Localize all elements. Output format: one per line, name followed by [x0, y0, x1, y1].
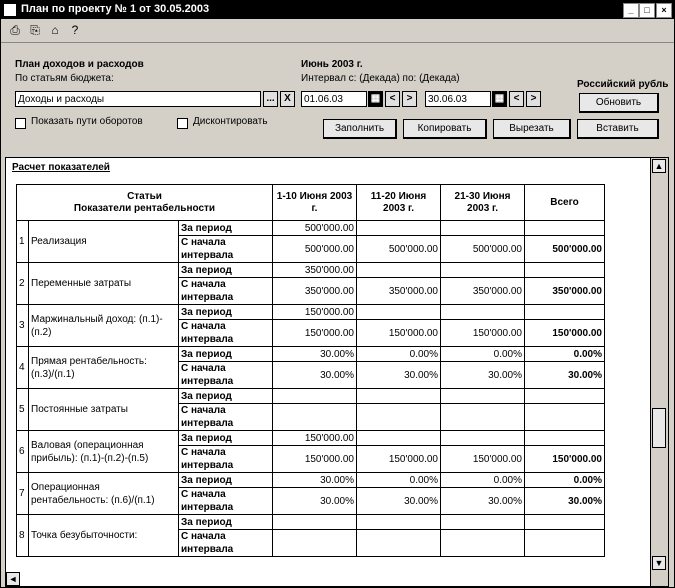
- row-kind-cumulative: С начала интервала: [179, 320, 273, 347]
- cell-total[interactable]: 0.00%: [525, 347, 605, 362]
- cell-value[interactable]: [357, 431, 441, 446]
- print-icon[interactable]: ⎘: [30, 23, 40, 37]
- copy-button[interactable]: Копировать: [403, 119, 487, 139]
- cell-value[interactable]: [273, 515, 357, 530]
- row-kind-period: За период: [179, 347, 273, 362]
- row-number: 4: [17, 347, 29, 389]
- cell-value[interactable]: [273, 404, 357, 431]
- cell-value[interactable]: [441, 263, 525, 278]
- row-kind-period: За период: [179, 515, 273, 530]
- discount-label: Дисконтировать: [193, 116, 268, 127]
- row-name: Постоянные затраты: [29, 389, 179, 431]
- discount-checkbox[interactable]: [177, 118, 188, 129]
- cell-value[interactable]: 30.00%: [273, 473, 357, 488]
- cell-value[interactable]: [273, 389, 357, 404]
- report-table: [16, 184, 605, 557]
- cell-total[interactable]: [525, 404, 605, 431]
- cell-value[interactable]: 350'000.00: [357, 278, 441, 305]
- cell-total[interactable]: [525, 515, 605, 530]
- scroll-thumb[interactable]: [652, 408, 666, 448]
- table-row: [17, 347, 605, 362]
- cell-value[interactable]: 500'000.00: [357, 236, 441, 263]
- cell-value[interactable]: 150'000.00: [273, 320, 357, 347]
- table-row: [17, 263, 605, 278]
- cell-value[interactable]: 350'000.00: [273, 263, 357, 278]
- row-kind-cumulative: С начала интервала: [179, 404, 273, 431]
- cell-total[interactable]: 30.00%: [525, 488, 605, 515]
- header-period-3: 21-30 Июня 2003 г.: [441, 185, 525, 221]
- row-kind-cumulative: С начала интервала: [179, 278, 273, 305]
- row-name: Переменные затраты: [29, 263, 179, 305]
- report-sheet: [5, 157, 669, 587]
- row-number: 3: [17, 305, 29, 347]
- cell-value[interactable]: 500'000.00: [441, 236, 525, 263]
- scroll-down-icon[interactable]: ▼: [652, 556, 666, 570]
- row-name: Точка безубыточности:: [29, 515, 179, 557]
- row-kind-period: За период: [179, 389, 273, 404]
- cell-value[interactable]: [441, 530, 525, 557]
- cut-button[interactable]: Вырезать: [493, 119, 571, 139]
- row-kind-period: За период: [179, 263, 273, 278]
- cell-value[interactable]: [357, 221, 441, 236]
- date-from-field[interactable]: 01.06.03: [301, 91, 367, 107]
- cell-value[interactable]: 150'000.00: [441, 320, 525, 347]
- cell-total[interactable]: [525, 263, 605, 278]
- row-number: 5: [17, 389, 29, 431]
- row-number: 1: [17, 221, 29, 263]
- cell-value[interactable]: 150'000.00: [273, 446, 357, 473]
- calendar-from-icon[interactable]: ▦: [368, 91, 383, 107]
- row-kind-cumulative: С начала интервала: [179, 362, 273, 389]
- cell-value[interactable]: 0.00%: [441, 347, 525, 362]
- cell-total[interactable]: 0.00%: [525, 473, 605, 488]
- cell-value[interactable]: [441, 389, 525, 404]
- budget-clear-button[interactable]: X: [280, 91, 295, 107]
- paste-button[interactable]: Вставить: [577, 119, 659, 139]
- cell-value[interactable]: 0.00%: [441, 473, 525, 488]
- close-button[interactable]: ×: [656, 3, 672, 18]
- toolbar: [1, 20, 674, 43]
- cell-value[interactable]: [357, 389, 441, 404]
- header-articles: Статьи Показатели рентабельности: [17, 185, 273, 221]
- scroll-up-icon[interactable]: ▲: [652, 159, 666, 173]
- row-kind-period: За период: [179, 305, 273, 320]
- row-number: 8: [17, 515, 29, 557]
- cell-value[interactable]: 350'000.00: [441, 278, 525, 305]
- table-row: [17, 389, 605, 404]
- cell-value[interactable]: [441, 404, 525, 431]
- plan-label: План доходов и расходов: [15, 59, 144, 70]
- minimize-button[interactable]: _: [623, 3, 639, 18]
- cell-value[interactable]: 30.00%: [273, 362, 357, 389]
- cell-value[interactable]: [357, 515, 441, 530]
- fill-button[interactable]: Заполнить: [323, 119, 397, 139]
- cell-total[interactable]: [525, 530, 605, 557]
- cell-total[interactable]: [525, 389, 605, 404]
- cell-value[interactable]: 500'000.00: [273, 236, 357, 263]
- row-number: 2: [17, 263, 29, 305]
- next-from-button[interactable]: >: [402, 91, 417, 107]
- cell-value[interactable]: [357, 404, 441, 431]
- cell-value[interactable]: [441, 305, 525, 320]
- row-name: Реализация: [29, 221, 179, 263]
- period-label: Июнь 2003 г.: [301, 59, 363, 70]
- budget-field[interactable]: Доходы и расходы: [15, 91, 261, 107]
- cell-value[interactable]: [273, 530, 357, 557]
- header-period-2: 11-20 Июня 2003 г.: [357, 185, 441, 221]
- prev-to-button[interactable]: <: [509, 91, 524, 107]
- row-name: Прямая рентабельность: (п.3)/(п.1): [29, 347, 179, 389]
- app-icon: [4, 4, 16, 16]
- row-name: Валовая (операционная прибыль): (п.1)-(п.2)-(п.5): [29, 431, 179, 473]
- refresh-button[interactable]: Обновить: [579, 93, 659, 113]
- cell-value[interactable]: [441, 431, 525, 446]
- scroll-left-icon[interactable]: ◄: [6, 572, 20, 586]
- cell-total[interactable]: [525, 221, 605, 236]
- row-name: Операционная рентабельность: (п.6)/(п.1): [29, 473, 179, 515]
- row-kind-period: За период: [179, 473, 273, 488]
- cell-value[interactable]: 150'000.00: [357, 320, 441, 347]
- interval-label: Интервал с: (Декада) по: (Декада): [301, 73, 460, 84]
- date-to-field[interactable]: 30.06.03: [425, 91, 491, 107]
- cell-value[interactable]: [357, 305, 441, 320]
- header-period-1: 1-10 Июня 2003 г.: [273, 185, 357, 221]
- prev-from-button[interactable]: <: [385, 91, 400, 107]
- report-body: [17, 221, 605, 557]
- cell-total[interactable]: 350'000.00: [525, 278, 605, 305]
- header-total: Всего: [525, 185, 605, 221]
- cell-value[interactable]: 30.00%: [273, 347, 357, 362]
- row-kind-cumulative: С начала интервала: [179, 530, 273, 557]
- show-paths-label: Показать пути оборотов: [31, 116, 143, 127]
- row-kind-cumulative: С начала интервала: [179, 236, 273, 263]
- table-row: [17, 305, 605, 320]
- cell-total[interactable]: 150'000.00: [525, 320, 605, 347]
- cell-value[interactable]: 150'000.00: [273, 305, 357, 320]
- row-name: Маржинальный доход: (п.1)-(п.2): [29, 305, 179, 347]
- title-bar: [1, 1, 674, 19]
- cell-value[interactable]: [441, 515, 525, 530]
- row-number: 7: [17, 473, 29, 515]
- table-row: [17, 515, 605, 530]
- help-icon[interactable]: ?: [71, 23, 79, 37]
- cell-value[interactable]: 30.00%: [273, 488, 357, 515]
- cell-total[interactable]: [525, 305, 605, 320]
- budget-select-button[interactable]: ...: [263, 91, 278, 107]
- cell-total[interactable]: 150'000.00: [525, 446, 605, 473]
- cell-value[interactable]: 500'000.00: [273, 221, 357, 236]
- cell-value[interactable]: [357, 530, 441, 557]
- row-kind-period: За период: [179, 221, 273, 236]
- row-number: 6: [17, 431, 29, 473]
- preview-icon[interactable]: ⎙: [10, 23, 20, 37]
- calendar-to-icon[interactable]: ▦: [492, 91, 507, 107]
- cell-total[interactable]: [525, 431, 605, 446]
- budget-label: По статьям бюджета:: [15, 73, 114, 84]
- currency-label: Российский рубль: [577, 79, 669, 90]
- table-row: [17, 473, 605, 488]
- sheet-title: Расчет показателей: [12, 162, 110, 173]
- cell-value[interactable]: [441, 221, 525, 236]
- cell-total[interactable]: 500'000.00: [525, 236, 605, 263]
- cell-value[interactable]: 30.00%: [357, 362, 441, 389]
- window-title: План по проекту № 1 от 30.05.2003: [21, 3, 210, 15]
- cell-value[interactable]: 150'000.00: [441, 446, 525, 473]
- cell-value[interactable]: 0.00%: [357, 347, 441, 362]
- cell-value[interactable]: 0.00%: [357, 473, 441, 488]
- row-kind-cumulative: С начала интервала: [179, 446, 273, 473]
- show-paths-checkbox[interactable]: [15, 118, 26, 129]
- vertical-scrollbar[interactable]: [650, 158, 668, 586]
- cell-value[interactable]: 30.00%: [357, 488, 441, 515]
- row-kind-period: За период: [179, 431, 273, 446]
- table-row: [17, 431, 605, 446]
- cell-total[interactable]: 30.00%: [525, 362, 605, 389]
- cell-value[interactable]: [357, 263, 441, 278]
- cell-value[interactable]: 150'000.00: [273, 431, 357, 446]
- cell-value[interactable]: 150'000.00: [357, 446, 441, 473]
- cell-value[interactable]: 350'000.00: [273, 278, 357, 305]
- row-kind-cumulative: С начала интервала: [179, 488, 273, 515]
- next-to-button[interactable]: >: [526, 91, 541, 107]
- cell-value[interactable]: 30.00%: [441, 362, 525, 389]
- attach-icon[interactable]: ⌂: [51, 23, 59, 37]
- maximize-button[interactable]: □: [639, 3, 655, 18]
- cell-value[interactable]: 30.00%: [441, 488, 525, 515]
- table-row: [17, 221, 605, 236]
